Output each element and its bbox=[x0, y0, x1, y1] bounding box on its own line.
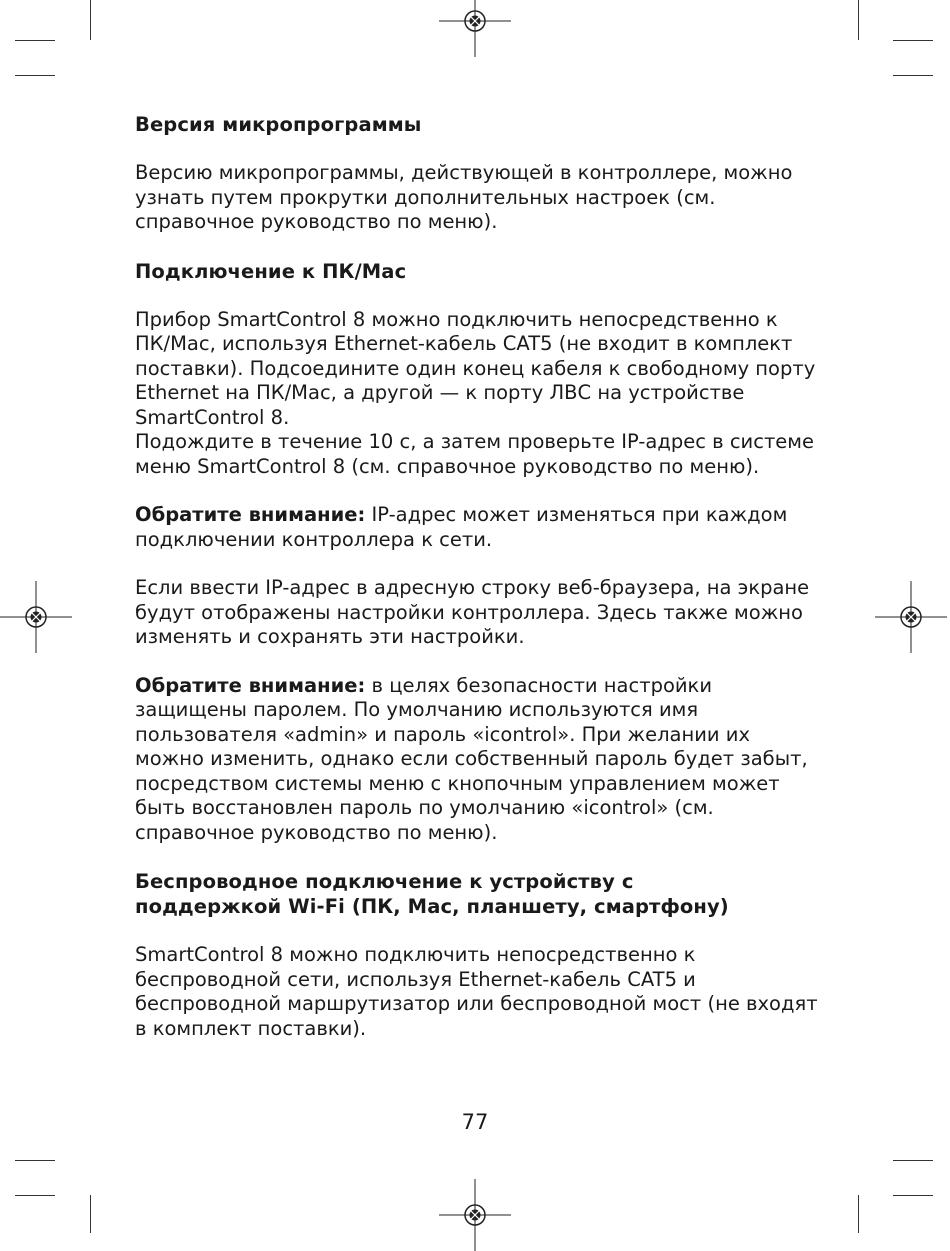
registration-mark-icon bbox=[439, 1179, 511, 1251]
wifi-paragraph: SmartControl 8 можно подключить непосредственно к беспроводной сети, используя Ethernet-кабель CAT5 и беспроводной маршрутизатор или беспроводной мост (не входят в комплект поставки). bbox=[135, 943, 818, 1040]
crop-mark bbox=[15, 1195, 55, 1196]
crop-mark bbox=[858, 0, 859, 40]
pc-mac-paragraph-2: Подождите в течение 10 с, а затем проверьте IP-адрес в системе меню SmartControl 8 (см. справочное руководство по меню). bbox=[135, 430, 815, 478]
firmware-paragraph: Версию микропрограммы, действующей в контроллере, можно узнать путем прокрутки дополнительных настроек (см. справочное руководство по меню). bbox=[135, 161, 793, 233]
crop-mark bbox=[15, 75, 55, 76]
note-password bbox=[135, 674, 825, 846]
crop-mark bbox=[893, 75, 933, 76]
section-heading-wifi bbox=[135, 869, 825, 919]
note-text: IP-адрес может изменяться при каждом подключении контроллера к сети. bbox=[135, 503, 788, 551]
registration-mark-icon bbox=[875, 581, 947, 653]
registration-mark-icon bbox=[0, 581, 72, 653]
note-text: в целях безопасности настройки защищены паролем. По умолчанию используются имя пользователя «admin» и пароль «icontrol». При желании их можно изменить, однако если собственный пароль будет забыт, посредством системы меню с кнопочным управлением может быть восстановлен пароль по умолчанию «icontrol» (см. справочное руководство по меню). bbox=[135, 673, 808, 844]
crop-mark bbox=[90, 1195, 91, 1233]
crop-mark bbox=[15, 1160, 55, 1161]
heading-line: Беспроводное подключение к устройству с bbox=[135, 870, 634, 893]
page-content bbox=[135, 112, 825, 1041]
heading-line: поддержкой Wi-Fi (ПК, Mac, планшету, смартфону) bbox=[135, 895, 729, 918]
registration-mark-icon bbox=[439, 0, 511, 57]
crop-mark bbox=[893, 1195, 933, 1196]
pc-mac-paragraph: Прибор SmartControl 8 можно подключить непосредственно к ПК/Mac, используя Ethernet-кабель CAT5 (не входит в комплект поставки). Подсоедините один конец кабеля к свободному порту Ethernet на ПК/Mac, а другой — к порту ЛВС на устройстве SmartControl 8. bbox=[135, 307, 816, 429]
section-heading-pc-mac: Подключение к ПК/Mac bbox=[135, 259, 407, 283]
section-heading-firmware: Версия микропрограммы bbox=[135, 113, 422, 136]
crop-mark bbox=[893, 40, 933, 41]
browser-paragraph: Если ввести IP-адрес в адресную строку веб-браузера, на экране будут отображены настройки контроллера. Здесь также можно изменять и сохранять эти настройки. bbox=[135, 576, 810, 648]
note-label: Обратите внимание: bbox=[135, 673, 366, 697]
crop-mark bbox=[858, 1195, 859, 1233]
page-number: 77 bbox=[461, 1110, 489, 1134]
note-ip-address bbox=[135, 503, 825, 552]
crop-mark bbox=[15, 40, 55, 41]
note-label: Обратите внимание: bbox=[135, 503, 366, 526]
crop-mark bbox=[893, 1160, 933, 1161]
crop-mark bbox=[90, 0, 91, 40]
